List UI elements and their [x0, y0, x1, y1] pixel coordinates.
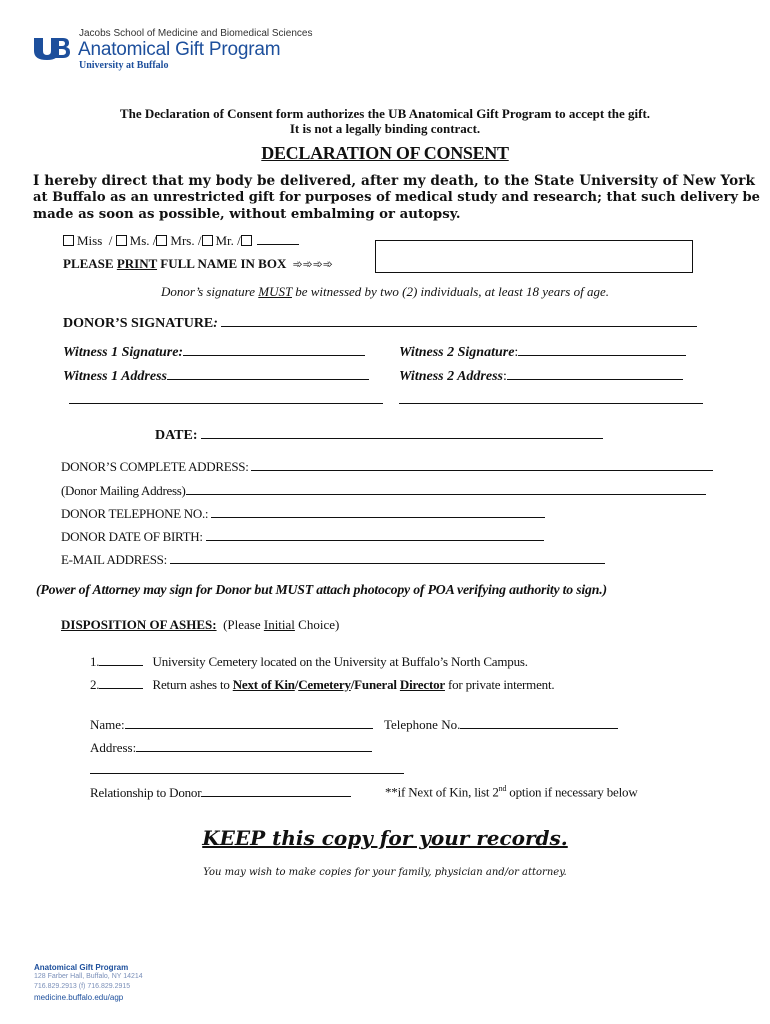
- date-line[interactable]: [201, 426, 603, 439]
- option-1-text: University Cemetery located on the University at Buffalo’s North Campus.: [152, 654, 528, 669]
- witness1-addr-line-2[interactable]: [69, 403, 383, 404]
- option-2-slash: /: [350, 677, 355, 692]
- full-name-box[interactable]: [375, 240, 693, 273]
- title-options: [63, 232, 299, 249]
- intro-line-2: It is not a legally binding contract.: [289, 121, 481, 136]
- page-title: DECLARATION OF CONSENT: [261, 143, 509, 163]
- print-name-prefix: PLEASE: [63, 256, 117, 271]
- option-2-slash: /: [294, 677, 299, 692]
- witness1-sig-line[interactable]: [183, 343, 365, 356]
- donor-signature-line[interactable]: [221, 314, 697, 327]
- phone-line[interactable]: [211, 505, 545, 518]
- program-name: Anatomical Gift Program: [78, 39, 281, 60]
- label-mrs: Mrs.: [170, 233, 195, 248]
- witness1-sig-row: [63, 343, 365, 361]
- witness-note-1: Donor’s signature: [160, 284, 259, 299]
- dob-label: DONOR DATE OF BIRTH:: [61, 529, 203, 544]
- nok-note-pre: **if Next of Kin, list 2: [385, 784, 499, 800]
- witness2-addr-line-2[interactable]: [399, 403, 703, 404]
- mailing-line[interactable]: [186, 482, 706, 495]
- witness-note-2: be witnessed by two (2) individuals, at least 18 years of age.: [291, 284, 609, 299]
- nok-address-line-2[interactable]: [90, 773, 404, 774]
- disposition-row: [61, 617, 339, 633]
- nok-name-line[interactable]: [125, 716, 373, 729]
- footer-phone: 716.829.2913 (f) 716.829.2915: [34, 983, 131, 990]
- dob-line[interactable]: [206, 528, 544, 541]
- witness1-sig-label: Witness 1 Signature:: [63, 345, 184, 360]
- title-separator: /: [152, 233, 157, 248]
- nok-note-post: option if necessary below: [506, 784, 638, 800]
- nok-address-label: Address:: [90, 740, 137, 755]
- email-label: E-MAIL ADDRESS:: [61, 552, 167, 567]
- witness2-addr-colon: :: [502, 369, 507, 384]
- option-2-next-of-kin: Next of Kin: [232, 677, 295, 692]
- disposition-option-2: [90, 676, 554, 693]
- date-row: [155, 426, 603, 444]
- dob-row: [61, 528, 544, 545]
- title-separator: /: [108, 233, 113, 248]
- option-2-initial-line[interactable]: [99, 676, 143, 689]
- address-line[interactable]: [251, 458, 713, 471]
- witness-note: [0, 284, 770, 300]
- option-2-director: Director: [399, 677, 445, 692]
- witness2-addr-row: [399, 367, 683, 385]
- footer-address: 128 Farber Hall, Buffalo, NY 14214: [34, 973, 143, 980]
- disposition-choice: Choice): [294, 617, 340, 632]
- intro-line-1: The Declaration of Consent form authorizes the UB Anatomical Gift Program to accept the gift.: [119, 106, 651, 121]
- nok-phone-label: Telephone No.: [384, 717, 461, 732]
- footer-web[interactable]: medicine.buffalo.edu/agp: [34, 993, 124, 1002]
- mailing-row: [61, 482, 706, 499]
- arrow-icon: ➾➾➾➾: [292, 257, 333, 271]
- nok-phone-line[interactable]: [460, 716, 618, 729]
- witness2-sig-line[interactable]: [518, 343, 686, 356]
- ub-logo-mark: [32, 36, 70, 60]
- phone-row: [61, 505, 545, 522]
- email-line[interactable]: [170, 551, 605, 564]
- university-name: University at Buffalo: [79, 60, 169, 71]
- label-ms: Ms.: [129, 233, 150, 248]
- disposition-option-1: [90, 653, 528, 670]
- keep-title: KEEP this copy for your records.: [202, 826, 568, 850]
- print-name-suffix: FULL NAME IN BOX: [157, 256, 287, 271]
- disposition-initial: Initial: [263, 617, 295, 632]
- nok-relationship-line[interactable]: [201, 784, 351, 797]
- poa-note: (Power of Attorney may sign for Donor but MUST attach photocopy of POA verifying authority to sign.): [36, 582, 607, 597]
- checkbox-miss[interactable]: [63, 235, 74, 246]
- nok-address-line[interactable]: [136, 739, 372, 752]
- mailing-label: (Donor Mailing Address): [61, 483, 186, 498]
- keep-subtitle: You may wish to make copies for your family, physician and/or attorney.: [203, 867, 567, 878]
- witness-note-must: MUST: [258, 284, 292, 299]
- witness2-sig-colon: :: [514, 345, 519, 360]
- address-row: [61, 458, 713, 475]
- option-2-funeral: Funeral: [354, 677, 400, 692]
- witness2-sig-label: Witness 2 Signature: [399, 345, 515, 360]
- checkbox-ms[interactable]: [116, 235, 127, 246]
- nok-name-row: [90, 716, 373, 733]
- label-miss: Miss: [77, 233, 103, 248]
- nok-relationship-label: Relationship to Donor: [90, 785, 202, 800]
- donor-signature-label: DONOR’S SIGNATURE: [63, 316, 214, 331]
- option-2-number: 2.: [90, 677, 100, 692]
- directive-line-2: at Buffalo as an unrestricted gift for purposes of medical study and research; that such delivery be: [33, 190, 760, 205]
- school-name: Jacobs School of Medicine and Biomedical Sciences: [79, 28, 313, 39]
- address-label: DONOR’S COMPLETE ADDRESS:: [61, 459, 249, 474]
- title-separator: /: [237, 233, 241, 248]
- directive-line-3: made as soon as possible, without embalming or autopsy.: [33, 207, 461, 222]
- disposition-please: (Please: [223, 617, 264, 632]
- email-row: [61, 551, 605, 568]
- checkbox-other[interactable]: [241, 235, 252, 246]
- witness1-addr-label: Witness 1 Address: [63, 369, 167, 384]
- witness1-addr-row: [63, 367, 369, 385]
- date-label: DATE:: [155, 428, 198, 443]
- print-name-label: [63, 256, 333, 272]
- option-2-post: for private interment.: [444, 677, 555, 692]
- donor-signature-row: [63, 314, 697, 332]
- witness2-addr-label: Witness 2 Address: [399, 369, 503, 384]
- option-1-number: 1.: [90, 654, 100, 669]
- phone-label: DONOR TELEPHONE NO.:: [61, 506, 209, 521]
- print-name-emphasis: PRINT: [116, 256, 158, 271]
- disposition-heading: DISPOSITION OF ASHES:: [61, 617, 217, 632]
- checkbox-mrs[interactable]: [156, 235, 167, 246]
- footer-program: Anatomical Gift Program: [34, 963, 129, 972]
- donor-signature-colon: :: [213, 316, 218, 331]
- witness1-addr-line[interactable]: [167, 367, 369, 380]
- nok-phone-row: [384, 716, 618, 733]
- directive-line-1: I hereby direct that my body be delivered, after my death, to the State University of New York: [33, 173, 756, 189]
- ub-logo: [32, 36, 70, 65]
- option-2-pre: Return ashes to: [152, 677, 233, 692]
- witness2-sig-row: [399, 343, 686, 361]
- title-separator: /: [197, 233, 202, 248]
- nok-address-row: [90, 739, 372, 756]
- option-2-cemetery: Cemetery: [298, 677, 351, 692]
- checkbox-mr[interactable]: [202, 235, 213, 246]
- title-other-line[interactable]: [257, 232, 299, 245]
- witness2-addr-line[interactable]: [507, 367, 683, 380]
- nok-note-sup: nd: [498, 784, 507, 793]
- nok-relationship-row: [90, 784, 351, 801]
- option-1-initial-line[interactable]: [99, 653, 143, 666]
- nok-note: [385, 784, 638, 800]
- label-mr: Mr.: [215, 233, 234, 248]
- nok-name-label: Name:: [90, 717, 125, 732]
